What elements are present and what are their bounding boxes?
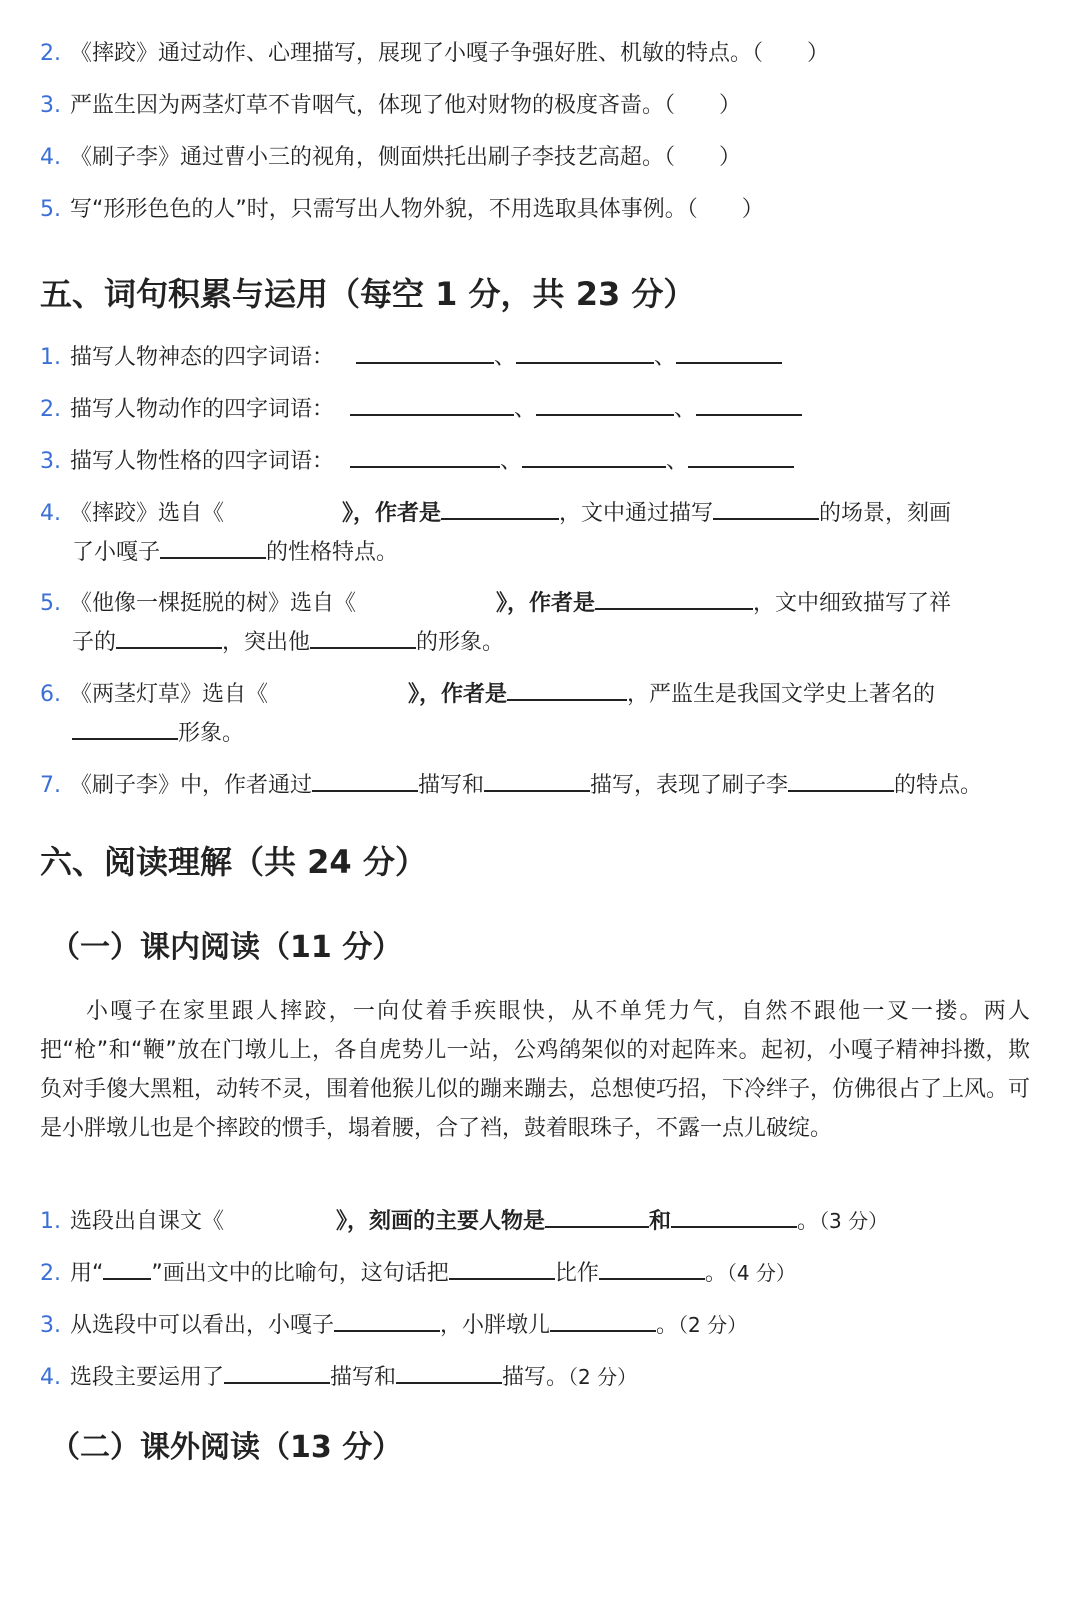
fill-item-continued [72,625,504,657]
blank-author[interactable] [595,586,753,610]
blank[interactable] [334,1308,440,1332]
blank[interactable] [449,1256,555,1280]
item-number: 7. [40,773,61,798]
blank[interactable] [550,1308,656,1332]
separator: 、 [674,397,697,422]
item-text: 《摔跤》通过动作、心理描写，展现了小嘎子争强好胜、机敏的特点。（ ） [70,41,830,66]
item-text: 了小嘎子 [72,540,161,565]
fill-item [40,768,982,800]
blank[interactable] [224,1360,330,1384]
item-text: 描写和 [330,1365,397,1390]
item-text: 描写人物性格的四字词语： [70,449,335,474]
underline-sample [103,1256,151,1280]
blank[interactable] [599,1256,705,1280]
blank-1[interactable] [350,444,500,468]
judge-item [40,40,829,68]
blank-3[interactable] [696,392,802,416]
item-number: 2. [40,41,61,66]
item-text: 和 [649,1209,672,1234]
item-text: 。 [704,1261,727,1286]
item-number: 4. [40,501,61,526]
item-text: 写“形形色色的人”时，只需写出人物外貌，不用选取具体事例。（ ） [70,197,764,222]
item-text: 的形象。 [416,630,505,655]
item-text: 的场景，刻画 [819,501,952,526]
item-number: 1. [40,345,61,370]
separator: 、 [654,345,677,370]
subsection-heading: （一）课内阅读（11 分） [50,930,403,965]
fill-item [40,677,935,709]
item-number: 3. [40,449,61,474]
item-text: ，突出他 [222,630,311,655]
item-number: 2. [40,397,61,422]
item-text: 》，作者是 [496,591,596,616]
blank-author[interactable] [441,496,559,520]
score-label: （4 分） [726,1261,796,1285]
fill-item [40,392,802,424]
blank-1[interactable] [350,392,514,416]
blank-1[interactable] [356,340,494,364]
blank-author[interactable] [507,677,627,701]
item-text: 《他像一棵挺脱的树》选自《 [70,591,357,616]
item-text: 》，刻画的主要人物是 [336,1209,546,1234]
item-number: 6. [40,682,61,707]
item-text: 描写人物动作的四字词语： [70,397,335,422]
separator: 、 [500,449,523,474]
blank-3[interactable] [676,340,782,364]
item-text: 用“ [70,1261,104,1286]
blank[interactable] [72,716,178,740]
item-text: ，小胖墩儿 [440,1313,551,1338]
score-label: （2 分） [568,1365,638,1389]
reading-question [40,1308,747,1340]
item-text: 比作 [554,1261,599,1286]
reading-question [40,1204,888,1236]
separator: 、 [494,345,517,370]
blank[interactable] [788,768,894,792]
item-text: 描写。 [502,1365,569,1390]
item-text: ，文中通过描写 [559,501,714,526]
blank[interactable] [160,535,266,559]
item-text: 描写人物神态的四字词语： [70,345,335,370]
fill-item-continued [72,535,398,567]
score-label: （3 分） [819,1209,889,1233]
item-text: 《刷子李》中，作者通过 [70,773,313,798]
item-text: 形象。 [178,721,245,746]
blank[interactable] [396,1360,502,1384]
item-text: 选段主要运用了 [70,1365,225,1390]
item-text: 《摔跤》选自《 [70,501,225,526]
blank[interactable] [116,625,222,649]
blank[interactable] [484,768,590,792]
item-text: ”画出文中的比喻句，这句话把 [151,1261,449,1286]
blank[interactable] [312,768,418,792]
item-text: ，严监生是我国文学史上著名的 [627,682,936,707]
item-text: 。 [797,1209,820,1234]
fill-item [40,496,951,528]
item-text: 》，作者是 [342,501,442,526]
item-text: 《两茎灯草》选自《 [70,682,269,707]
judge-item [40,92,741,120]
fill-item [40,340,782,372]
item-number: 5. [40,591,61,616]
item-text: 选段出自课文《 [70,1209,225,1234]
item-text: 的性格特点。 [266,540,399,565]
item-text: 的特点。 [894,773,983,798]
item-number: 2. [40,1261,61,1286]
item-text: 描写和 [418,773,485,798]
section-heading: 五、词句积累与运用（每空 1 分，共 23 分） [40,275,696,313]
item-text: 子的 [72,630,117,655]
item-number: 3. [40,93,61,118]
blank-2[interactable] [536,392,674,416]
item-text: 。 [656,1313,679,1338]
fill-item [40,444,794,476]
blank-3[interactable] [688,444,794,468]
blank[interactable] [713,496,819,520]
blank-2[interactable] [522,444,666,468]
item-text: 描写，表现了刷子李 [590,773,789,798]
judge-item [40,196,764,224]
blank[interactable] [310,625,416,649]
item-number: 3. [40,1313,61,1338]
separator: 、 [666,449,689,474]
subsection-heading: （二）课外阅读（13 分） [50,1430,403,1465]
reading-question [40,1360,637,1392]
reading-question [40,1256,796,1288]
item-number: 1. [40,1209,61,1234]
blank[interactable] [671,1204,797,1228]
blank-2[interactable] [516,340,654,364]
item-text: 严监生因为两茎灯草不肯咽气，体现了他对财物的极度吝啬。（ ） [70,93,742,118]
item-text: 从选段中可以看出，小嘎子 [70,1313,335,1338]
score-label: （2 分） [678,1313,748,1337]
fill-item-continued [72,716,244,748]
item-number: 5. [40,197,61,222]
item-text: ，文中细致描写了祥 [753,591,952,616]
item-text: 》，作者是 [408,682,508,707]
item-text: 《刷子李》通过曹小三的视角，侧面烘托出刷子李技艺高超。（ ） [70,145,742,170]
blank[interactable] [545,1204,649,1228]
separator: 、 [514,397,537,422]
item-number: 4. [40,145,61,170]
section-heading: 六、阅读理解（共 24 分） [40,843,427,881]
item-number: 4. [40,1365,61,1390]
judge-item [40,144,741,172]
fill-item [40,586,951,618]
reading-passage: 小嘎子在家里跟人摔跤，一向仗着手疾眼快，从不单凭力气，自然不跟他一叉一搂。两人把“枪”和“鞭”放在门墩儿上，各自虎势儿一站，公鸡鹐架似的对起阵来。起初，小嘎子精神抖擞，欺负对手傻大黑粗，动转不灵，围着他猴儿似的蹦来蹦去，总想使巧招，下冷绊子，仿佛很占了上风。可是小胖墩儿也是个摔跤的惯手，塌着腰，合了裆，鼓着眼珠子，不露一点儿破绽。 [40,999,1031,1141]
